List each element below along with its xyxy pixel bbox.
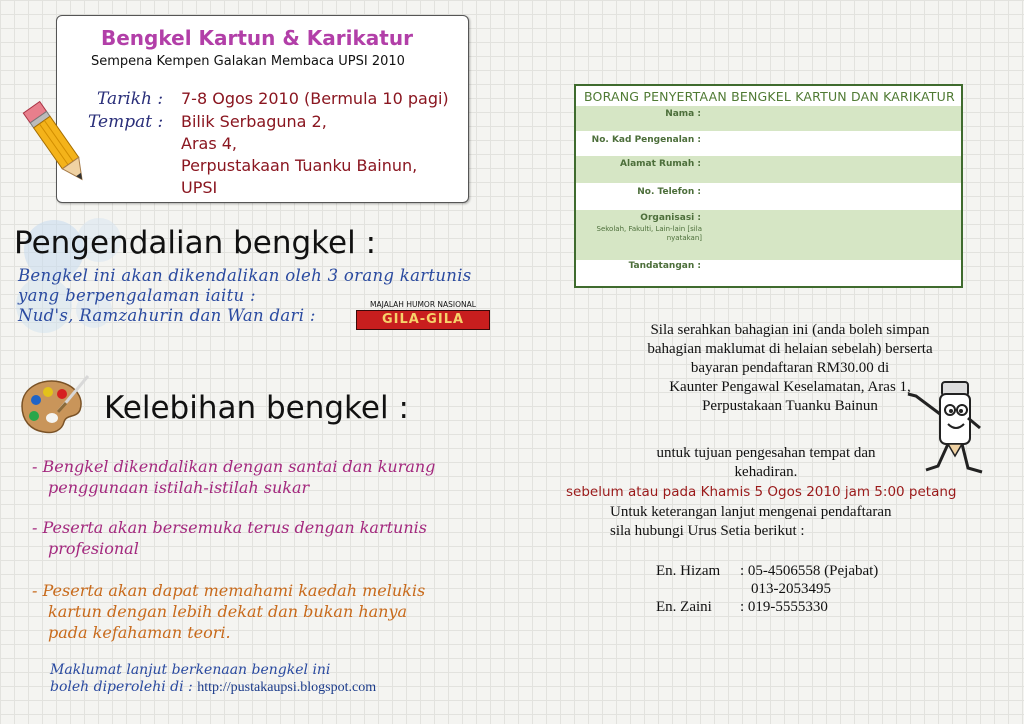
venue-line-3: Perpustakaan Tuanku Bainun, — [181, 156, 418, 175]
form-row-organisasi[interactable] — [576, 210, 961, 260]
logo-text: GILA-GILA — [356, 310, 490, 330]
benefit-item-2 — [32, 517, 427, 559]
footer-line-2: boleh diperolehi di : — [50, 679, 193, 695]
submission-line-2: bahagian maklumat di helaian sebelah) berserta — [647, 341, 933, 357]
benefit-1-line-1: - Bengkel dikendalikan dengan santai dan kurang — [32, 457, 436, 476]
contact-zaini-phone: : 019-5555330 — [740, 599, 828, 615]
organisasi-label: Organisasi : — [640, 213, 701, 223]
pengendalian-heading: Pengendalian bengkel : — [14, 225, 377, 261]
venue-line-4: UPSI — [181, 178, 218, 197]
contact-intro — [610, 503, 892, 541]
pengendalian-line-1: Bengkel ini akan dikendalikan oleh 3 orang kartunis — [18, 266, 472, 285]
date-label: Tarikh : — [97, 89, 164, 109]
submission-line-4: Kaunter Pengawal Keselamatan, Aras 1, — [669, 379, 911, 395]
venue-line-2: Aras 4, — [181, 134, 238, 153]
alamat-label: Alamat Rumah : — [620, 159, 701, 169]
purpose-line-2: kehadiran. — [734, 464, 798, 480]
footer-note — [50, 662, 376, 696]
form-row-nama[interactable] — [576, 106, 961, 131]
benefit-1-line-2: penggunaan istilah-istilah sukar — [48, 478, 310, 497]
form-row-tandatangan[interactable] — [576, 260, 961, 282]
palette-icon — [14, 372, 94, 438]
workshop-title: Bengkel Kartun & Karikatur — [101, 26, 413, 50]
benefit-2-line-2: profesional — [48, 539, 139, 558]
logo-caption: MAJALAH HUMOR NASIONAL — [370, 300, 476, 309]
telefon-label: No. Telefon : — [637, 187, 701, 197]
submission-line-1: Sila serahkan bahagian ini (anda boleh simpan — [650, 322, 930, 338]
registration-form — [574, 84, 963, 288]
purpose-line-1: untuk tujuan pengesahan tempat dan — [656, 445, 876, 461]
form-row-alamat[interactable] — [576, 156, 961, 183]
form-title: BORANG PENYERTAAN BENGKEL KARTUN DAN KARIKATUR — [584, 89, 955, 104]
workshop-info-box — [56, 15, 469, 203]
contact-intro-line-2: sila hubungi Urus Setia berikut : — [610, 523, 805, 539]
ic-label: No. Kad Pengenalan : — [591, 135, 701, 145]
pengendalian-line-2: yang berpengalaman iaitu : — [18, 286, 256, 305]
contact-hizam-name: En. Hizam — [656, 563, 721, 579]
venue-line-1: Bilik Serbaguna 2, — [181, 112, 327, 131]
benefit-3-line-2: kartun dengan lebih dekat dan bukan hanya — [48, 602, 408, 621]
benefit-item-3 — [32, 580, 425, 643]
pengendalian-line-3: Nud's, Ramzahurin dan Wan dari : — [18, 306, 316, 325]
organisasi-hint-1: Sekolah, Fakulti, Lain-lain [sila — [596, 225, 702, 233]
deadline-text: sebelum atau pada Khamis 5 Ogos 2010 jam 5:00 petang — [566, 484, 957, 500]
pencil-icon — [22, 95, 92, 190]
workshop-subtitle: Sempena Kempen Galakan Membaca UPSI 2010 — [91, 54, 405, 69]
footer-line-1: Maklumat lanjut berkenaan bengkel ini — [50, 662, 331, 678]
contact-intro-line-1: Untuk keterangan lanjut mengenai pendaftaran — [610, 504, 892, 520]
blog-link[interactable]: http://pustakaupsi.blogspot.com — [197, 680, 377, 695]
benefit-3-line-1: - Peserta akan dapat memahami kaedah melukis — [32, 581, 426, 600]
tandatangan-label: Tandatangan : — [628, 261, 701, 271]
contact-hizam-phone-2: 013-2053495 — [751, 581, 831, 597]
contact-zaini-name: En. Zaini — [656, 599, 712, 615]
form-row-ic[interactable] — [576, 131, 961, 156]
form-row-telefon[interactable] — [576, 183, 961, 210]
benefit-3-line-3: pada kefahaman teori. — [48, 623, 231, 642]
gilagila-logo — [356, 300, 490, 330]
nama-label: Nama : — [665, 109, 701, 119]
benefit-item-1 — [32, 456, 435, 498]
venue-label: Tempat : — [88, 112, 164, 132]
date-value: 7-8 Ogos 2010 (Bermula 10 pagi) — [181, 89, 449, 108]
contact-hizam-phone-1: : 05-4506558 (Pejabat) — [740, 563, 879, 579]
submission-line-3: bayaran pendaftaran RM30.00 di — [690, 360, 890, 376]
submission-line-5: Perpustakaan Tuanku Bainun — [702, 398, 878, 414]
benefit-2-line-1: - Peserta akan bersemuka terus dengan kartunis — [32, 518, 427, 537]
organisasi-hint-2: nyatakan] — [666, 234, 702, 242]
purpose-text — [596, 444, 936, 482]
kelebihan-heading: Kelebihan bengkel : — [104, 390, 409, 426]
